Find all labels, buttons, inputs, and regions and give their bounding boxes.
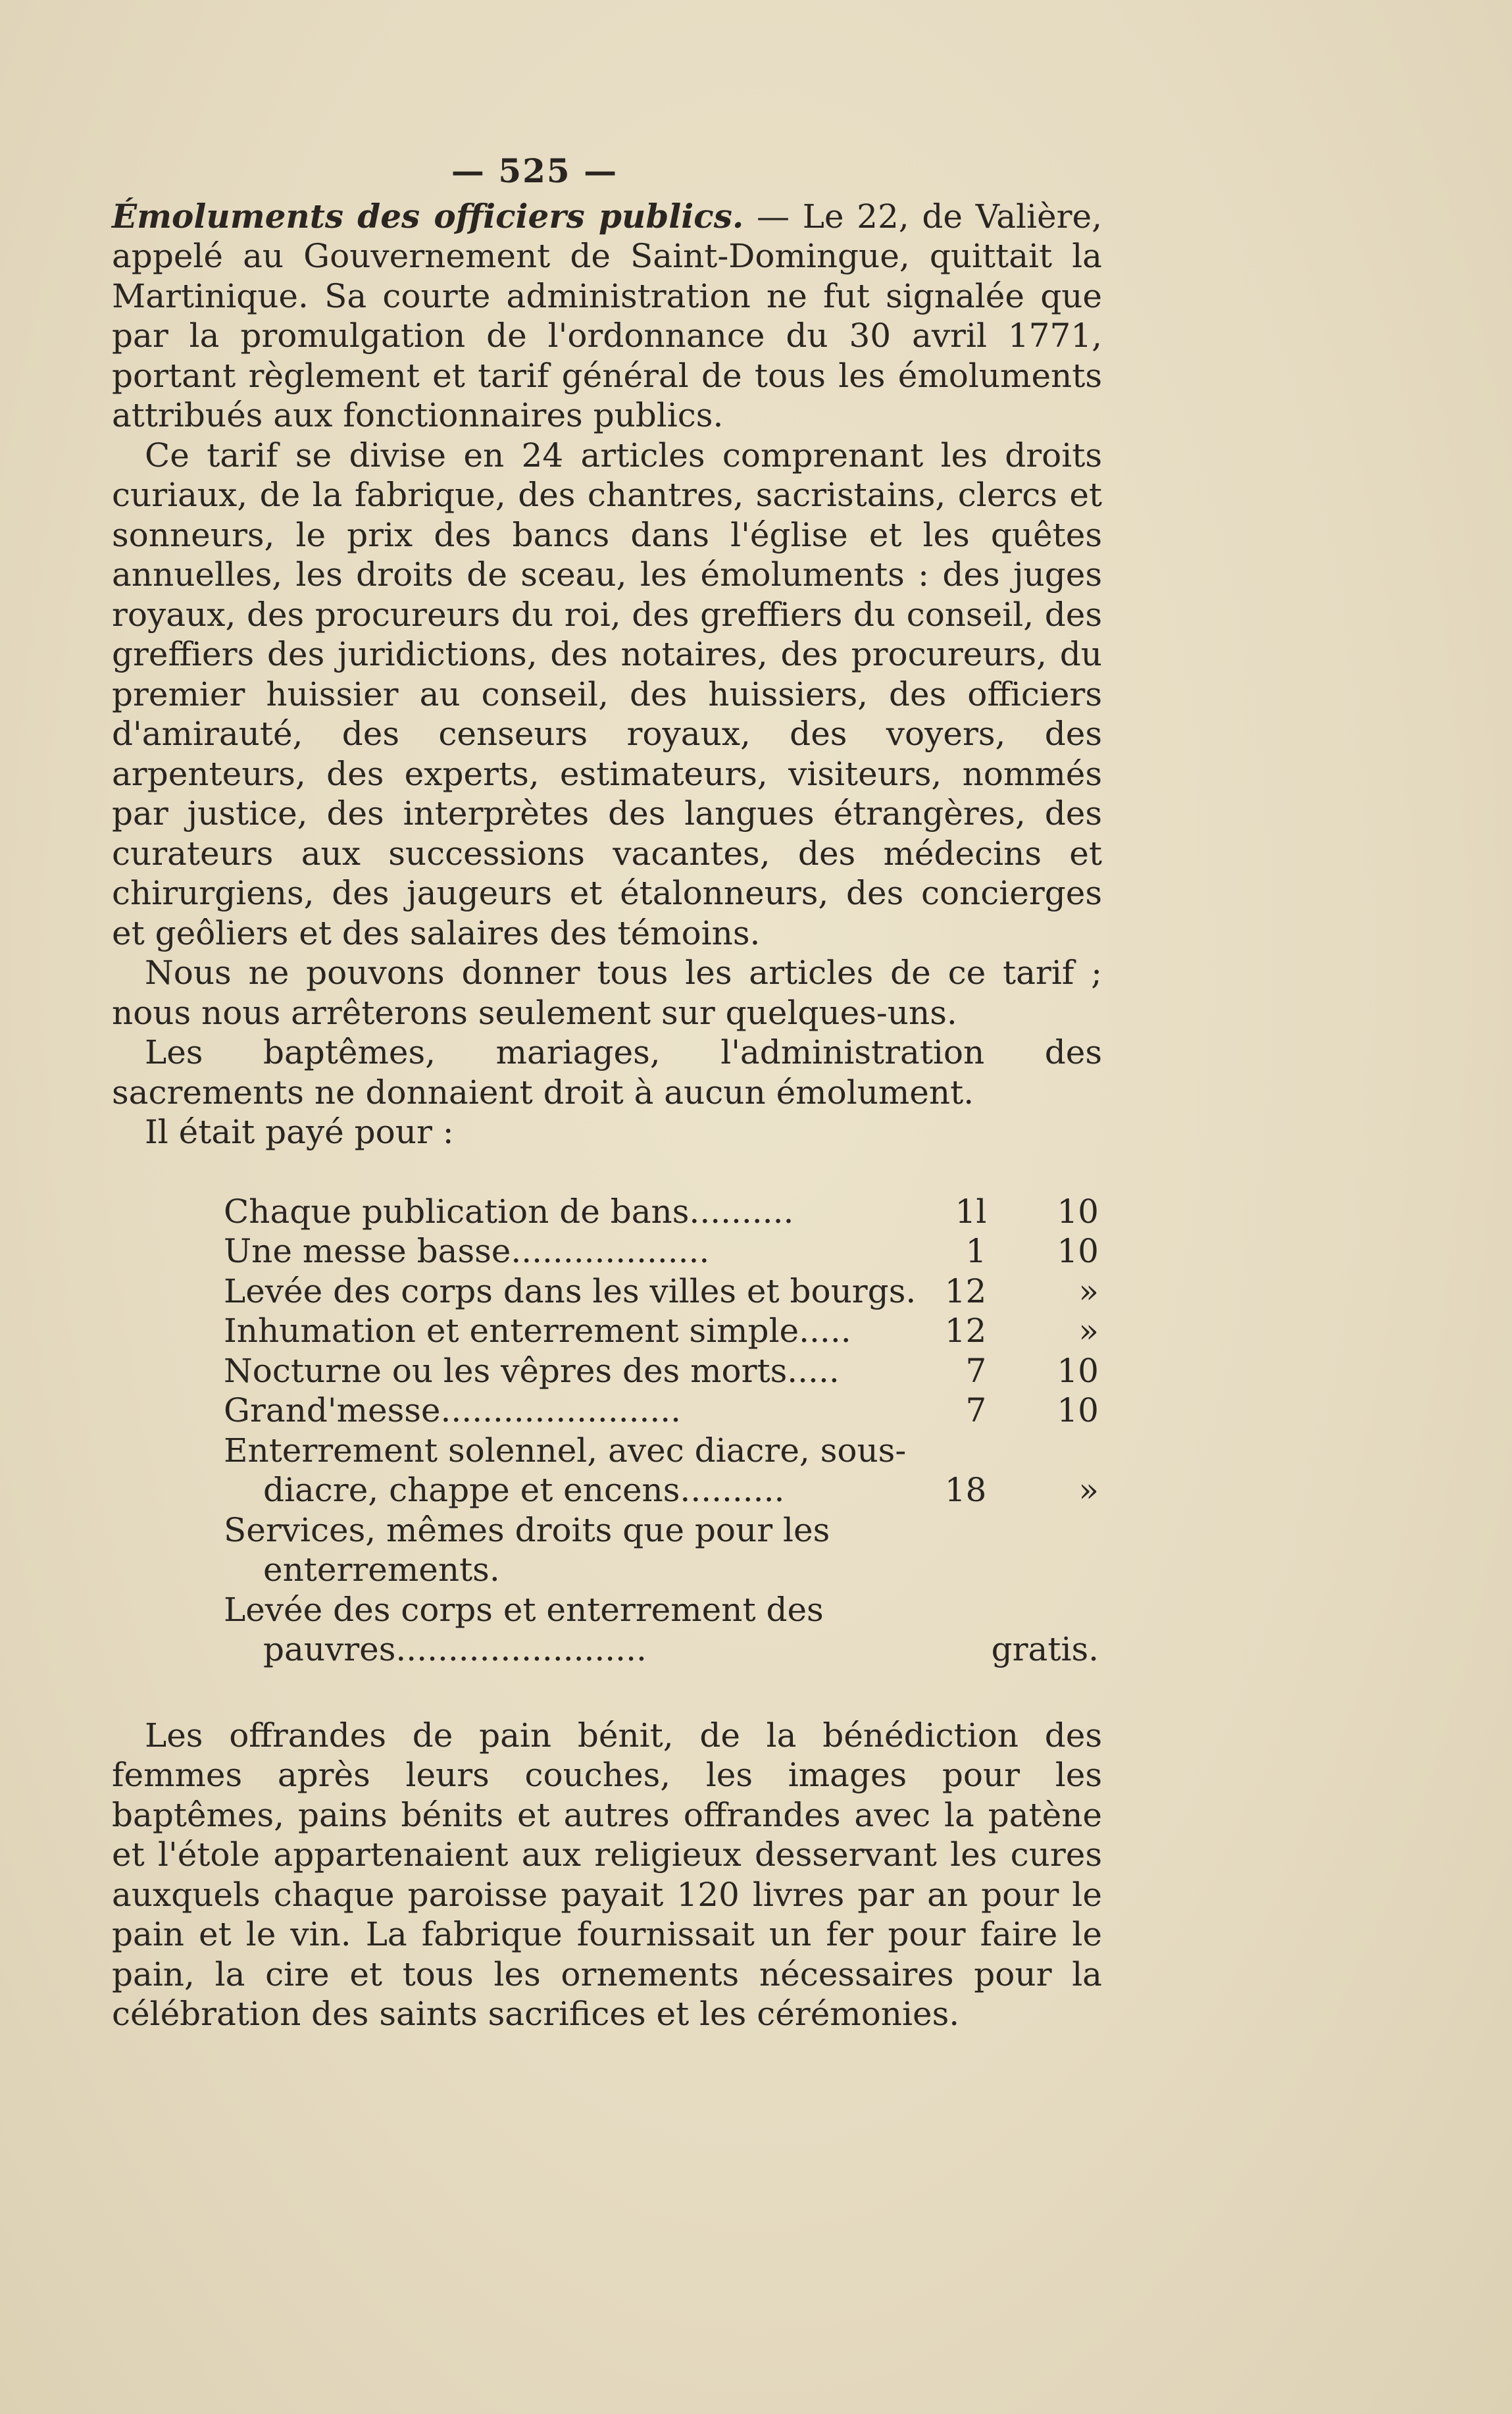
section-paragraph [112,197,1102,436]
paragraph-offrandes: Les offrandes de pain bénit, de la bénédiction des femmes après leurs couches, les images pour les baptêmes, pains bénits et autres offrandes avec la patène et l'étole appartenaient aux religieux desservant les cures auxquels chaque paroisse payait 120 livres par an pour le pain et le vin. La fabrique fournissait un fer pour faire le pain, la cire et tous les ornements nécessaires pour la célébration des saints sacrifices et les cérémonies. [112,1716,1102,2033]
fee-amount-sols [986,1431,1099,1471]
fee-row [224,1391,1099,1431]
fee-amount-livres [924,1431,986,1471]
fee-amount-sols [986,1550,1099,1590]
fee-amount-livres [924,1510,986,1551]
fee-label: Enterrement solennel, avec diacre, sous- [224,1431,907,1470]
fee-amount-livres: 1 [965,1232,987,1270]
fee-amount-sols: gratis. [991,1630,1099,1668]
fee-amount-livres: 1l [955,1192,987,1231]
fee-row [224,1590,1099,1630]
fee-label: Chaque publication de bans.......... [224,1192,794,1231]
fee-amount-sols: » [1078,1312,1099,1350]
paragraph-sacrements: Les baptêmes, mariages, l'administration des sacrements ne donnaient droit à aucun émolument. [112,1033,1102,1112]
fee-amount-livres: 7 [965,1351,987,1390]
paragraph-articles: Nous ne pouvons donner tous les articles de ce tarif ; nous nous arrêterons seulement sur quelques-uns. [112,954,1102,1032]
fee-row [224,1231,1099,1271]
fee-amount-sols [986,1590,1099,1630]
fee-row [224,1351,1099,1391]
fee-amount-sols: 10 [1057,1232,1099,1270]
fee-label: Inhumation et enterrement simple..... [224,1312,851,1350]
fee-label: Levée des corps dans les villes et bourgs. [224,1271,917,1310]
fee-amount-livres [924,1550,986,1590]
fee-label: Grand'messe....................... [224,1391,682,1429]
page-number: — 525 — [451,151,618,190]
fee-amount-sols: 10 [1057,1351,1099,1390]
fee-row [224,1311,1099,1351]
fee-amount-livres: 18 [944,1471,987,1509]
fee-row [224,1431,1099,1471]
fee-amount-sols: 10 [1057,1192,1099,1231]
page-text [112,151,1102,2034]
section-lead: — Le 22, de Valière, appelé au Gouvernement de Saint-Domingue, quittait la Martinique. Sa courte administration ne fut signalée que par la promulgation de l'ordonnance du 30 avril 1771, portant règlement et tarif général de tous les émoluments attribués aux fonctionnaires publics. [112,197,1102,434]
fee-row [224,1470,1099,1510]
fee-label: Services, mêmes droits que pour les [224,1510,830,1549]
paragraph-tarif: Ce tarif se divise en 24 articles comprenant les droits curiaux, de la fabrique, des chantres, sacristains, clercs et sonneurs, le prix des bancs dans l'église et les quêtes annuelles, les droits de sceau, les émoluments : des juges royaux, des procureurs du roi, des greffiers du conseil, des greffiers des juridictions, des notaires, des procureurs, du premier huissier au conseil, des huissiers, des officiers d'amirauté, des censeurs royaux, des voyers, des arpenteurs, des experts, estimateurs, visiteurs, nommés par justice, des interprètes des langues étrangères, des curateurs aux successions vacantes, des médecins et chirurgiens, des jaugeurs et étalonneurs, des concierges et geôliers et des salaires des témoins. [112,436,1102,952]
fee-amount-sols [986,1510,1099,1551]
fee-amount-sols: » [1078,1271,1099,1310]
fee-intro: Il était payé pour : [145,1113,454,1151]
fee-amount-sols: 10 [1057,1391,1099,1429]
fee-label: pauvres........................ [263,1630,647,1668]
fee-label: Une messe basse................... [224,1232,710,1270]
section-title: Émoluments des officiers publics. [112,196,744,236]
fee-row [224,1192,1099,1232]
fee-amount-livres [924,1630,986,1670]
fee-row [224,1550,1099,1590]
fee-amount-livres: 7 [965,1391,987,1429]
fee-label: Levée des corps et enterrement des [224,1590,824,1629]
fee-table [224,1192,1099,1670]
fee-row [224,1271,1099,1312]
fee-amount-sols: » [1078,1471,1099,1509]
fee-label: diacre, chappe et encens.......... [263,1471,785,1509]
fee-row [224,1630,1099,1670]
fee-amount-livres: 12 [944,1312,987,1350]
fee-amount-livres: 12 [944,1271,987,1310]
fee-label: Nocturne ou les vêpres des morts..... [224,1351,840,1390]
fee-label: enterrements. [263,1551,500,1589]
fee-amount-livres [924,1590,986,1630]
fee-row [224,1510,1099,1551]
